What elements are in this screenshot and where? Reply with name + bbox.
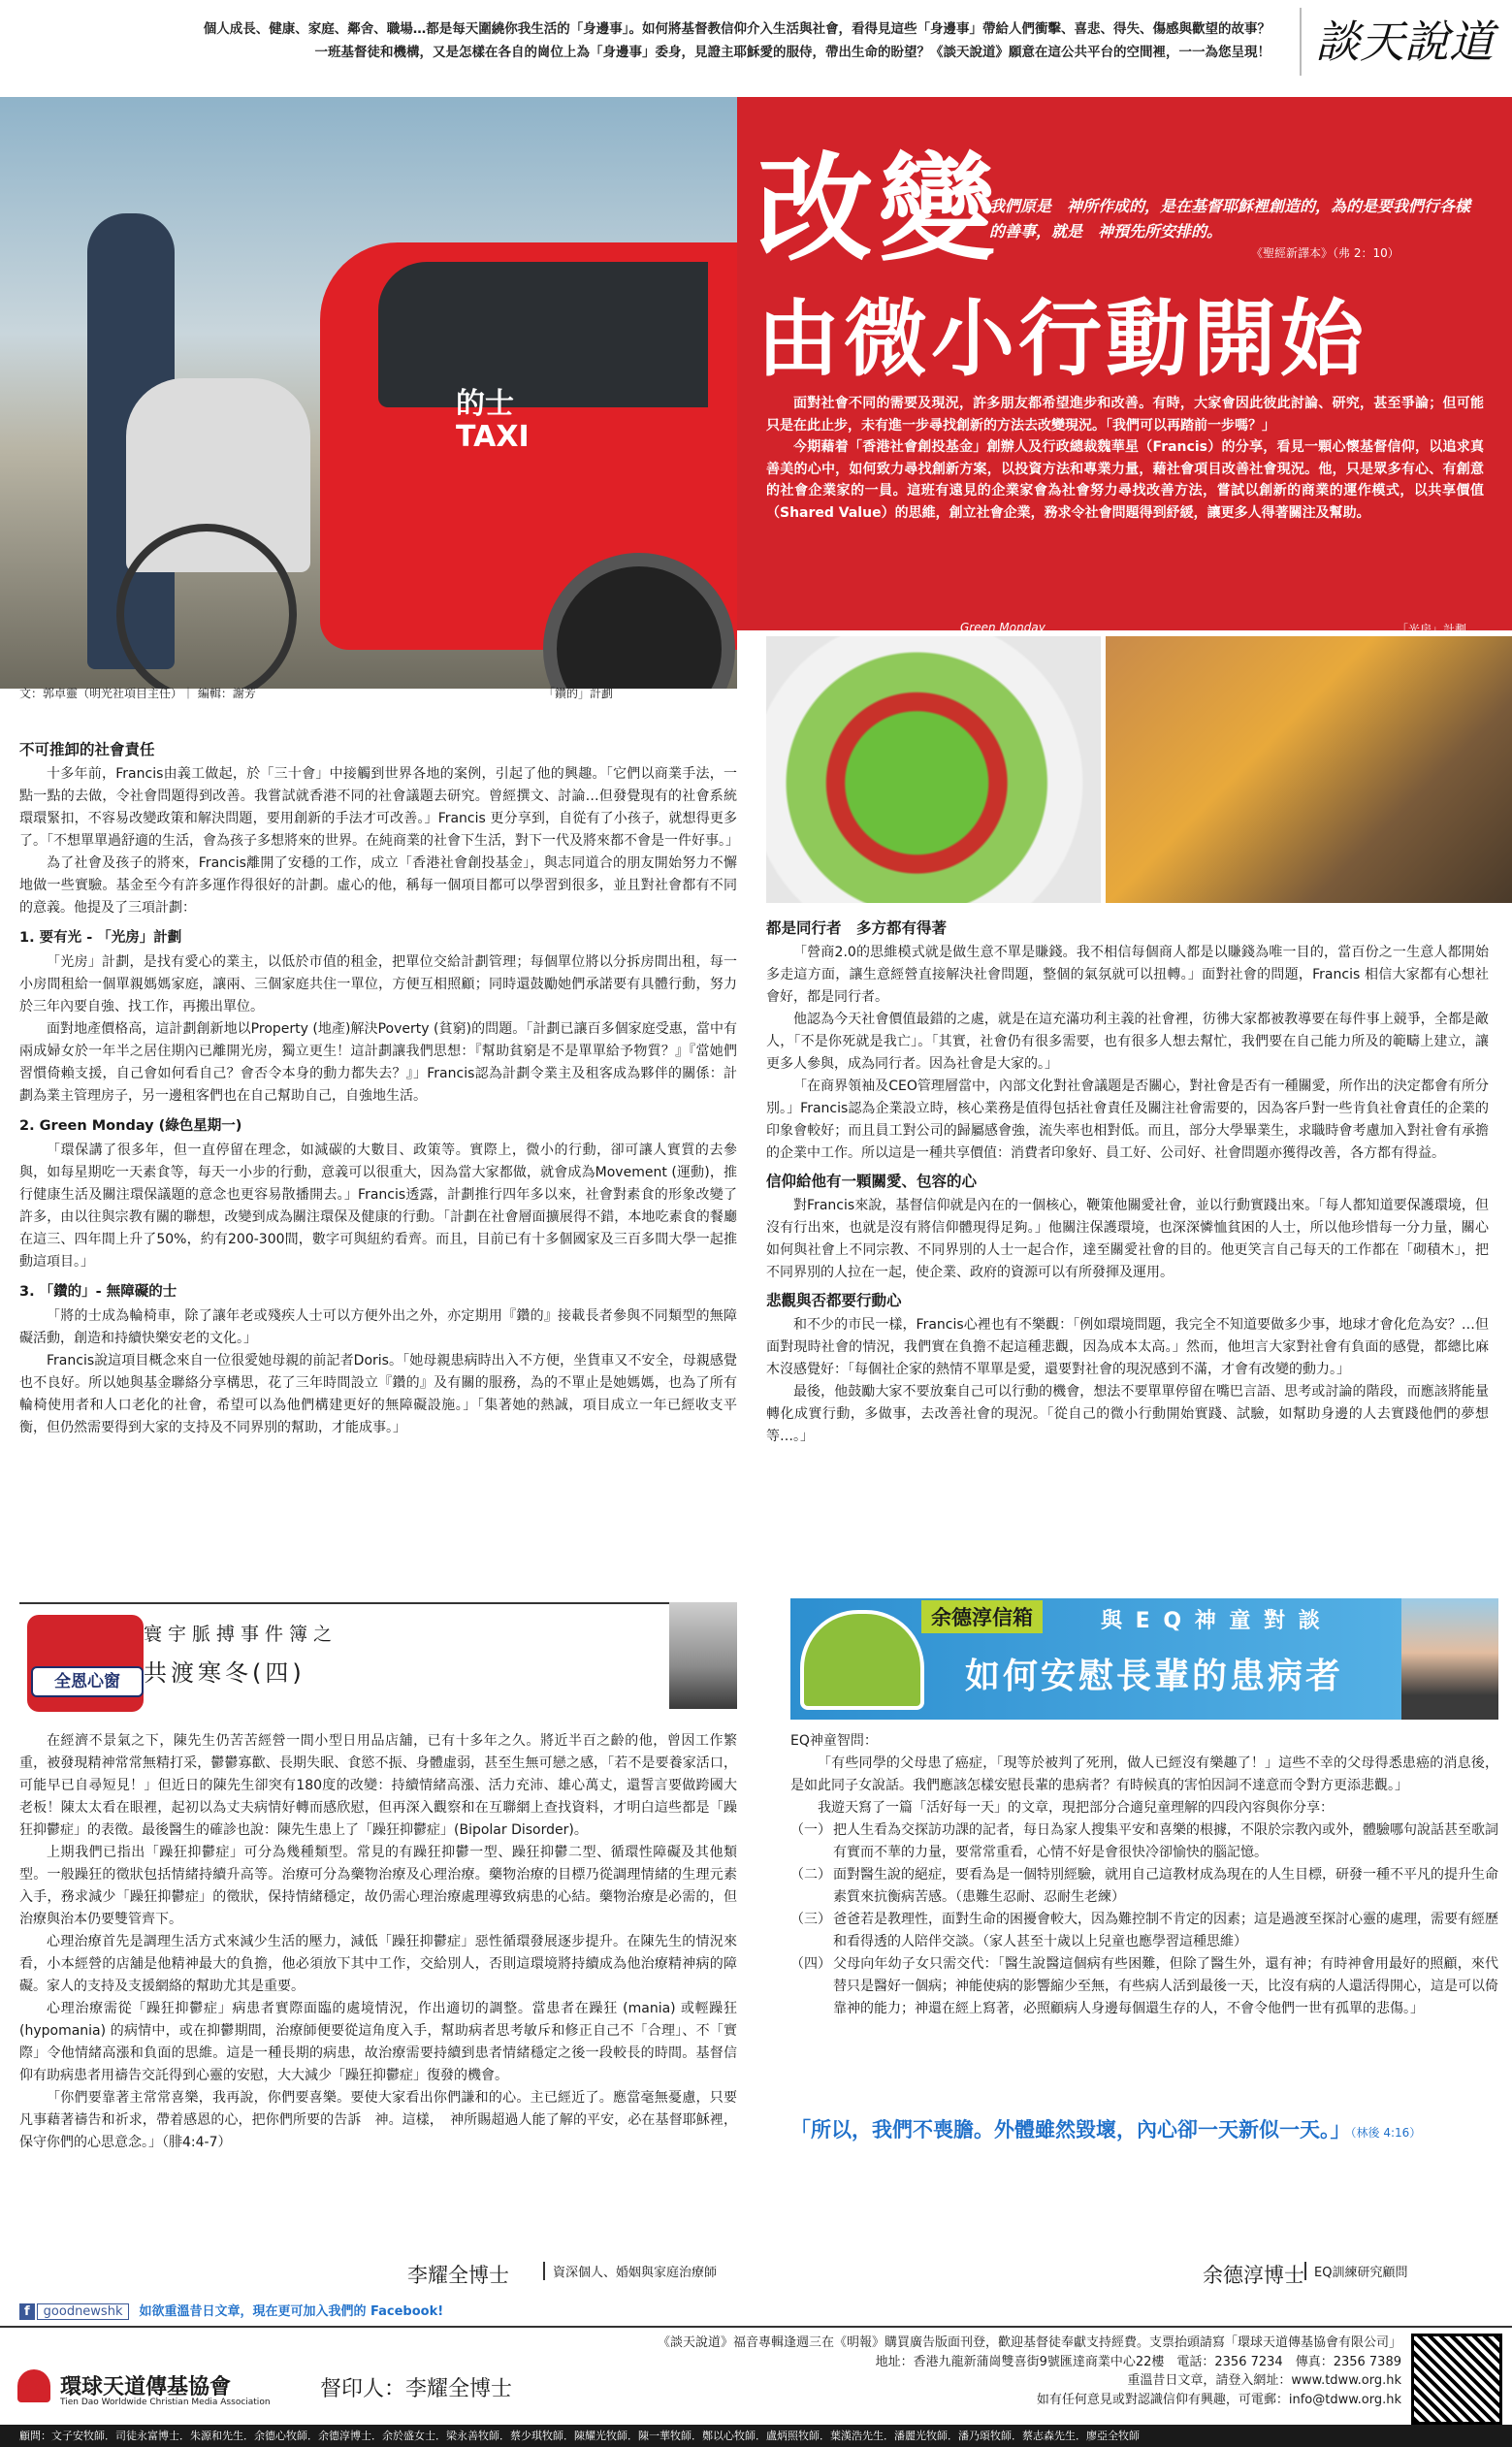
paragraph: 上期我們已指出「躁狂抑鬱症」可分為幾種類型。常見的有躁狂抑鬱一型、躁狂抑鬱二型、循環性障礙及其他類型。一般躁狂的徵狀包括情緒持續升高等。治療可分為藥物治療及心理治療。藥物治療的目標乃從調理情緒的生理元素入手，務求減少「躁狂抑鬱症」的徵狀，保持情緒穩定，故仍需心理治療處理導致病患的心結。藥物治療是必需的，但治療與治本仍要雙管齊下。: [19, 1845, 737, 1927]
section-heading: 不可推卸的社會責任: [19, 741, 155, 758]
caption-taxi: 「鑽的」計劃: [543, 687, 614, 700]
taxi-label: 的士 TAXI: [456, 387, 530, 454]
mailbox-icon: [800, 1610, 924, 1710]
org-name-en: Tien Dao Worldwide Christian Media Association: [60, 2398, 271, 2407]
paragraph: 在經濟不景氣之下，陳先生仍苦苦經營一間小型日用品店舖，已有十多年之久。將近半百之齡的他，曾因工作繁重，被發現精神常常無精打采，鬱鬱寡歡、長期失眠、食慾不振、身體虛弱，甚至生無可戀之感，「若不是要養家活口，可能早已自尋短見！」但近日的陳先生卻突有180度的改變：持續情緒高漲、活力充沛、雄心萬丈，還誓言要做跨國大老板！陳太太看在眼裡，起初以為丈夫病情好轉而感欣慰，但再深入觀察和在互聯網上查找資料，才明白這些都是「躁狂抑鬱症」的表徵。最後醫生的確診也說：陳先生患上了「躁狂抑鬱症」(Bipolar Disorder)。: [19, 1733, 737, 1838]
publication-logo: 談天說道: [1300, 8, 1509, 76]
paragraph: 「光房」計劃，是找有愛心的業主，以低於市值的租金，把單位交給計劃管理；每個單位將以分拆房間出租，每一小房間租給一個單親媽媽家庭，讓兩、三個家庭共住一單位，方便互相照顧；同時還鼓勵她們承諾要有具體行動，努力於三年內要自強、找工作，再搬出單位。: [19, 954, 737, 1014]
signature-yu-role: EQ訓練研究顧問: [1304, 2262, 1407, 2280]
footer-info: [466, 2334, 1401, 2409]
footer-info-line: 《談天說道》福音專輯逢週三在《明報》購買廣告版面刊登，歡迎基督徒奉獻支持經費。支票抬頭請寫「環球天道傳基協會有限公司」: [657, 2335, 1401, 2350]
signature-yu: 余德淳博士: [1203, 2264, 1304, 2287]
paragraph: 他認為今天社會價值最錯的之處，就是在這充滿功利主義的社會裡，彷彿大家都被教導要在每件事上競爭，全都是敵人，「不是你死就是我亡」。「其實，社會仍有很多需要，也有很多人想去幫忙，我們要在自己能力所及的範疇上建立，讓更多人參與，成為同行者。因為社會是大家的。」: [766, 1012, 1489, 1072]
paragraph: 我遊天寫了一篇「活好每一天」的文章，現把部分合適兒童理解的四段內容與你分享：: [818, 1800, 1334, 1816]
quote-text: 「所以，我們不喪膽。外體雖然毀壞，內心卻一天新似一天。」: [790, 2118, 1351, 2141]
column-title: 如何安慰長輩的患病者: [965, 1657, 1344, 1696]
column-left-body: [19, 1730, 737, 2154]
headline-main: 改變: [756, 141, 1001, 277]
paragraph: 「有些同學的父母患了癌症，「現等於被判了死刑，做人已經沒有樂趣了！」這些不幸的父母得悉患癌的消息後，是如此同子女說話。我們應該怎樣安慰長輩的患病者？有時候真的害怕因詞不達意而令對方更添悲觀。」: [790, 1755, 1498, 1793]
paragraph: 「在商界領袖及CEO管理層當中，內部文化對社會議題是否關心，對社會是否有一種關愛，所作出的決定都會有所分別。」Francis認為企業設立時，核心業務是值得包括社會責任及關注社會需要的，因為客戶對一些肯負社會責任的企業的印象會較好；而且員工對公司的歸屬感會強，流失率也相對低。而且，部分大學畢業生，求職時會考慮加入對社會有承擔的企業中工作。所以這是一種共享價值：消費者印象好、員工好、公司好、社會問題亦獲得改善，各方都有得益。: [766, 1079, 1489, 1161]
lead-p1: 面對社會不同的需要及現況，許多朋友都希望進步和改善。有時，大家會因此彼此討論、研究，甚至爭論；但可能只是在此止步，未有進一步尋找創新的方法去改變現況。「我們可以再踏前一步嗎？」: [766, 396, 1484, 434]
taxi-window: [378, 262, 708, 407]
photo-family: [1106, 636, 1512, 903]
intro-line-1: 個人成長、健康、家庭、鄰舍、職場…都是每天圍繞你我生活的「身邊事」。如何將基督教信仰介入生活與社會，看得見這些「身邊事」帶給人們衝擊、喜悲、得失、傷感與歡望的故事？: [203, 21, 1271, 37]
lead-p2: 今期藉着「香港社會創投基金」創辦人及行政總裁魏華星（Francis）的分享，看見一顆心懷基督信仰，以追求真善美的心中，如何致力尋找創新方案，以投資方法和專業力量，藉社會項目改善社會現況。他，只是眾多有心、有創意的社會企業家的一員。這班有遠見的企業家會為社會努力尋找改善方法，嘗試以創新的商業的運作模式，以共享價值（Shared Value）的思維，創立社會企業，務求令社會問題得到紓緩，讓更多人得著關注及幫助。: [766, 439, 1484, 521]
facebook-message: 如欲重溫昔日文章，現在更可加入我們的 Facebook!: [139, 2304, 444, 2319]
org-name: 環球天道傳基協會: [60, 2375, 232, 2399]
portrait-yu: [1401, 1598, 1498, 1720]
section-heading: 都是同行者 多方都有得著: [766, 919, 948, 937]
paragraph: 心理治療首先是調理生活方式來減少生活的壓力，減低「躁狂抑鬱症」惡性循環發展逐步提升。在陳先生的情況來看，小本經營的店舖是他精神最大的負擔，他必須放下其中工作，交給別人，否則這環境將持續成為他治療精神病的障礙。家人的支持及支援網絡的幫助尤其是重要。: [19, 1934, 737, 1994]
quote-ref: （林後 4:16）: [1350, 2126, 1422, 2140]
lead-paragraphs: [766, 393, 1484, 524]
caption-green-monday: Green Monday: [960, 621, 1046, 634]
paragraph: 心理治療需從「躁狂抑鬱症」病患者實際面臨的處境情況，作出適切的調整。當患者在躁狂 (mania) 或輕躁狂 (hypomania) 的病情中，或在抑鬱期間，治療師便要從這角度入手，幫助病者思考敏斥和修正自己不「合理」、不「實際」令他情緒高漲和負面的思維。這是一種長期的病患，故治療需要持續到患者情緒穩定之後一段較長的時間。基督信仰有助病患者用禱告交託得到心靈的安慰，大大減少「躁狂抑鬱症」復發的機會。: [19, 2001, 737, 2083]
headline-sub: 由微小行動開始: [756, 290, 1367, 388]
photo-salad: [766, 636, 1101, 903]
header-intro: [145, 17, 1271, 64]
article-right-column: [766, 912, 1489, 1448]
advisors-bar: 顧問：文子安牧師．司徒永富博士．朱源和先生．余德心牧師．余德淳博士．余於盛女士．梁永善牧師．蔡少琪牧師．陳耀光牧師．陳一華牧師．鄭以心牧師．盧炳照牧師．葉漢浩先生．潘麗光牧師．潘乃頌牧師．蔡志森先生．廖亞全牧師: [0, 2425, 1512, 2447]
section-heading: 1. 要有光 - 「光房」計劃: [19, 930, 182, 946]
pull-quote: [790, 2114, 1498, 2143]
caption-light-house: 「光房」計劃: [1397, 623, 1467, 636]
author-credit: 文：郭卓靈（明光社項目主任）｜ 編輯：謝芳: [19, 687, 256, 700]
signature-lee-role: 資深個人、婚姻與家庭治療師: [543, 2262, 717, 2280]
portrait-lee: [669, 1602, 737, 1709]
footer-info-line: 地址：香港九龍新蒲崗雙喜街9號匯達商業中心22樓 電話：2356 7234 傳真：2356 7389: [875, 2354, 1401, 2369]
list-item: （二） 面對醫生說的絕症，要看為是一個特別經驗，就用自己這教材成為現在的人生目標，研發一種不平凡的提升生命素質來抗衡病苦感。（患難生忍耐、忍耐生老練）: [790, 1867, 1498, 1905]
paragraph: 「營商2.0的思維模式就是做生意不單是賺錢。我不相信每個商人都是以賺錢為唯一目的，當百份之一生意人都開始多走這方面，讓生意經營直接解決社會問題，整個的氣氛就可以扭轉。」面對社會的問題，Francis 相信大家都有心想社會好，都是同行者。: [766, 945, 1489, 1005]
facebook-promo: [19, 2301, 443, 2319]
column-right-body: [790, 1730, 1498, 2020]
paragraph: Francis說這項目概念來自一位很愛她母親的前記者Doris。「她母親患病時出入不方便，坐貨車又不安全，母親感覺也不良好。所以她與基金聯絡分享構思，花了三年時間設立『鑽的』及有關的服務，為的不單止是她媽媽，也為了所有輪椅使用者和人口老化的社會，希望可以為他們構建更好的無障礙設施。」「集著她的熱誠，項目成立一年已經收支平衡，但仍然需要得到大家的支持及不同界別的幫助，才能成事。」: [19, 1353, 737, 1435]
paragraph: 「將的士成為輪椅車，除了讓年老或殘疾人士可以方便外出之外，亦定期用『鑽的』接載長者參與不同類型的無障礙活動，創造和持續快樂安老的文化。」: [19, 1308, 737, 1346]
scripture-ref: 《聖經新譯本》（弗 2：10）: [1251, 246, 1399, 260]
intro-line-2: 一班基督徒和機構，又是怎樣在各自的崗位上為「身邊事」委身，見證主耶穌愛的服侍，帶出生命的盼望？《談天說道》願意在這公共平台的空間裡，一一為您呈現！: [314, 45, 1271, 60]
hero-photo-taxi: [0, 97, 737, 689]
scripture-verse: 我們原是 神所作成的，是在基督耶穌裡創造的，為的是要我們行各樣的善事，就是 神預先所安排的。: [989, 197, 1471, 241]
paragraph: 最後，他鼓勵大家不要放棄自己可以行動的機會，想法不要單單停留在嘴巴言語、思考或討論的階段，而應該將能量轉化成實行動，多做事，去改善社會的現況。「從自己的微小行動開始實踐、試驗，如幫助身邊的人去實踐他們的夢想等…。」: [766, 1384, 1489, 1444]
salutation: EQ神童智問：: [790, 1733, 878, 1749]
org-logo-icon: [17, 2369, 50, 2402]
column-name-tag: 余德淳信箱: [921, 1600, 1043, 1633]
column-badge: 全恩心窗: [31, 1666, 144, 1697]
section-heading: 悲觀與否都要行動心: [766, 1292, 902, 1309]
qr-code-icon[interactable]: [1411, 2334, 1502, 2425]
paragraph: 「環保講了很多年，但一直停留在理念，如減碳的大數目、政策等。實際上，微小的行動，卻可讓人實質的去參與，如每星期吃一天素食等，每天一小步的行動，意義可以很重大，因為當大家都做，就會成為Movement (運動)，推行健康生活及關注環保議題的意念也更容易散播開去。」Francis透露，計劃推行四年多以來，社會對素食的形象改變了許多，由以往與宗教有關的聯想，改變到成為關注環保及健康的行動。「計劃在社會層面擴展得不錯，本地吃素食的餐廳在這三、四年間上升了50%，約有200-300間，數字可與紐約看齊。而且，目前已有十多個國家及三百多間大學一起推動這項目。」: [19, 1143, 737, 1270]
facebook-icon: f: [19, 2303, 35, 2320]
paragraph: 面對地產價格高，這計劃創新地以Property (地產)解決Poverty (貧窮)的問題。「計劃已讓百多個家庭受惠，當中有兩成婦女於一年半之居住期內已離開光房，獨立更生！這計劃讓我們思想：『幫助貧窮是不是單單給予物質？』『當她們習慣倚賴支援，自己會如何看自己？會否令本身的動力都失去？』」Francis認為計劃令業主及租客成為夥伴的關係：計劃為業主管理房子，另一邊租客們也在自己幫助自己，自強地生活。: [19, 1021, 737, 1104]
series-title: 共渡寒冬(四): [144, 1659, 306, 1687]
section-heading: 信仰給他有一顆關愛、包容的心: [766, 1173, 978, 1190]
series-subtitle: 寰宇脈搏事件簿之: [144, 1624, 338, 1645]
paragraph: 「你們要靠著主常常喜樂，我再說，你們要喜樂。要使大家看出你們謙和的心。主已經近了。應當毫無憂慮，只要凡事藉著禱告和祈求，帶着感恩的心，把你們所要的告訴 神。這樣， 神所賜超過人能了解的平安，必在基督耶穌裡，保守你們的心思意念。」（腓4:4-7）: [19, 2090, 737, 2150]
section-heading: 3. 「鑽的」- 無障礙的士: [19, 1284, 177, 1300]
list-item: （三） 爸爸若是教理性，面對生命的困擾會較大，因為難控制不肯定的因素；這是過渡至探討心靈的處理，需要有經歷和看得透的人陪伴交談。（家人甚至十歲以上兒童也應學習這種思維）: [790, 1912, 1498, 1949]
paragraph: 對Francis來說，基督信仰就是內在的一個核心，鞭策他關愛社會，並以行動實踐出來。「每人都知道要保護環境，但沒有行出來，也就是沒有將信仰體現得足夠。」他關注保護環境，也深深憐恤貧困的人士，所以他珍惜每一分力量，關心如何與社會上不同宗教、不同界別的人士一起合作，達至關愛社會的目的。他更笑言自己每天的工作都在「砌積木」，把不同界別的人拉在一起，使企業、政府的資源可以有所發揮及運用。: [766, 1198, 1489, 1280]
list-item: （四） 父母向年幼子女只需交代：「醫生說醫這個病有些困難，但除了醫生外，還有神；有時神會用最好的照顧，來代替只是醫好一個病；神能使病的影響縮少至無，有些病人活到最後一天，比沒有病的人還活得開心，這是可以倚靠神的能力；神還在經上寫著，必照顧病人身邊每個還生存的人，不會令他們一世有孤單的悲傷。」: [790, 1956, 1498, 2016]
column-topic: 與 E Q 神 童 對 談: [1101, 1609, 1323, 1633]
supervisor: 督印人：李耀全博士: [320, 2377, 513, 2401]
section-heading: 2. Green Monday (綠色星期一): [19, 1118, 242, 1134]
facebook-handle[interactable]: goodnewshk: [37, 2303, 130, 2320]
heart-badge-icon: [27, 1615, 144, 1712]
signature-lee: 李耀全博士: [407, 2264, 509, 2287]
paragraph: 十多年前，Francis由義工做起，於「三十會」中接觸到世界各地的案例，引起了他的興趣。「它們以商業手法，一點一點的去做，令社會問題得到改善。我嘗試就香港不同的社會議題去研究。曾經撰文、討論…但發覺現有的社會系統環環緊扣，不容易改變政策和解決問題，要用創新的手法才可改善。」Francis 更分享到，自從有了小孩子，就想得更多了。「不想單單過舒適的生活，會為孩子多想將來的世界。在純商業的社會下生活，對下一代及將來都不會是一件好事。」: [19, 766, 739, 849]
list-item: （一） 把人生看為交探訪功課的記者，每日為家人搜集平安和喜樂的根據，不限於宗教內或外，體驗哪句說話甚至歌詞有實而不華的力量，要常常重看，心情不好是會很快冷卻愉快的腦記憶。: [790, 1822, 1498, 1860]
footer-email[interactable]: 如有任何意見或對認識信仰有興趣，可電郵：info@tdww.org.hk: [1036, 2392, 1401, 2407]
footer-website[interactable]: 重溫昔日文章，請登入網址：www.tdww.org.hk: [1127, 2373, 1401, 2388]
article-left-column: [19, 733, 737, 1439]
paragraph: 為了社會及孩子的將來，Francis離開了安穩的工作，成立「香港社會創投基金」，與志同道合的朋友開始努力不懈地做一些實驗。基金至今有許多運作得很好的計劃。虛心的他，稱每一個項目都可以學習到很多，並且對社會都有不同的意義。他提及了三項計劃：: [19, 855, 737, 916]
paragraph: 和不少的市民一樣，Francis心裡也有不樂觀：「例如環境問題，我完全不知道要做多少事，地球才會化危為安？…但面對現時社會的情況，我們實在負擔不起這種悲觀，因為成本太高。」然而，他坦言大家對社會有負面的感覺，都總比麻木沒感覺好：「每個社企家的熱情不單單是愛，還要對社會的現況感到不滿，才會有改變的動力。」: [766, 1317, 1489, 1377]
